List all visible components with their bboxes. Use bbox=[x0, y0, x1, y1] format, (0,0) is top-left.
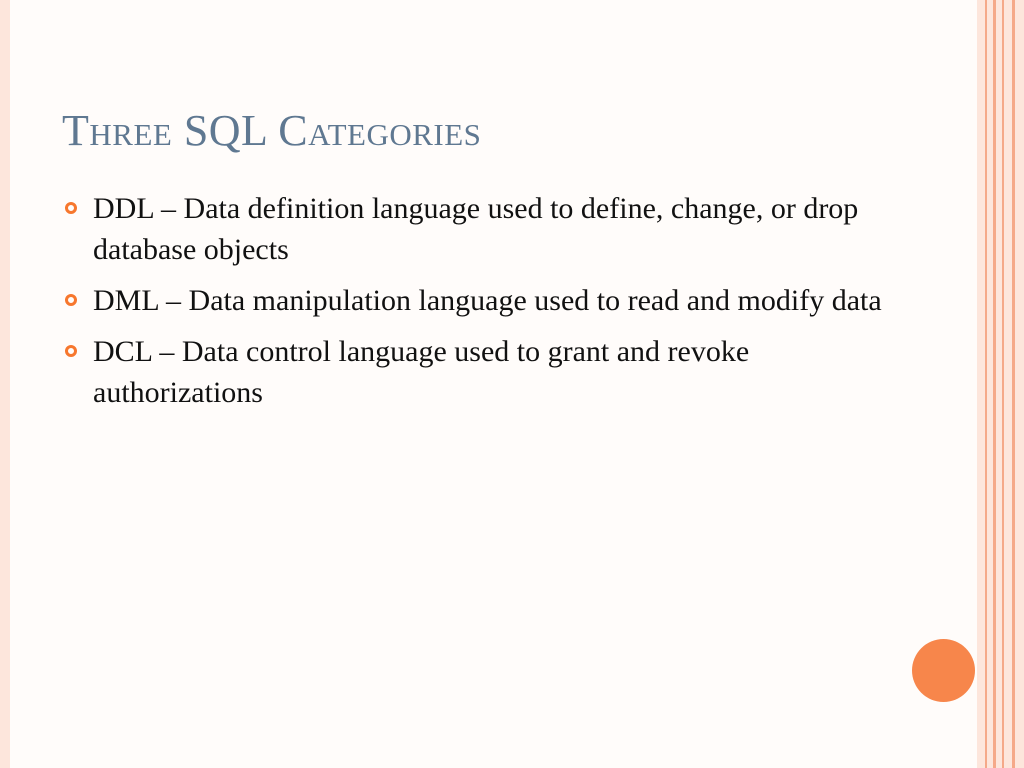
bullet-list bbox=[62, 188, 892, 423]
bullet-text: DML – Data manipulation language used to read and modify data bbox=[93, 284, 882, 317]
bullet-text: DDL – Data definition language used to define, change, or drop database objects bbox=[93, 192, 859, 266]
bullet-ring-icon bbox=[65, 345, 77, 357]
bullet-text: DCL – Data control language used to grant and revoke authorizations bbox=[93, 335, 750, 409]
decorative-stripe bbox=[1002, 0, 1004, 768]
decorative-circle bbox=[912, 639, 975, 702]
bullet-item-dcl bbox=[62, 331, 892, 413]
bullet-item-ddl bbox=[62, 188, 892, 270]
decorative-stripe bbox=[985, 0, 987, 768]
decorative-stripe bbox=[993, 0, 996, 768]
decorative-stripe bbox=[1012, 0, 1015, 768]
bullet-ring-icon bbox=[65, 202, 77, 214]
bullet-ring-icon bbox=[65, 294, 77, 306]
bullet-item-dml bbox=[62, 280, 892, 321]
slide-title: Three SQL Categories bbox=[62, 106, 482, 155]
